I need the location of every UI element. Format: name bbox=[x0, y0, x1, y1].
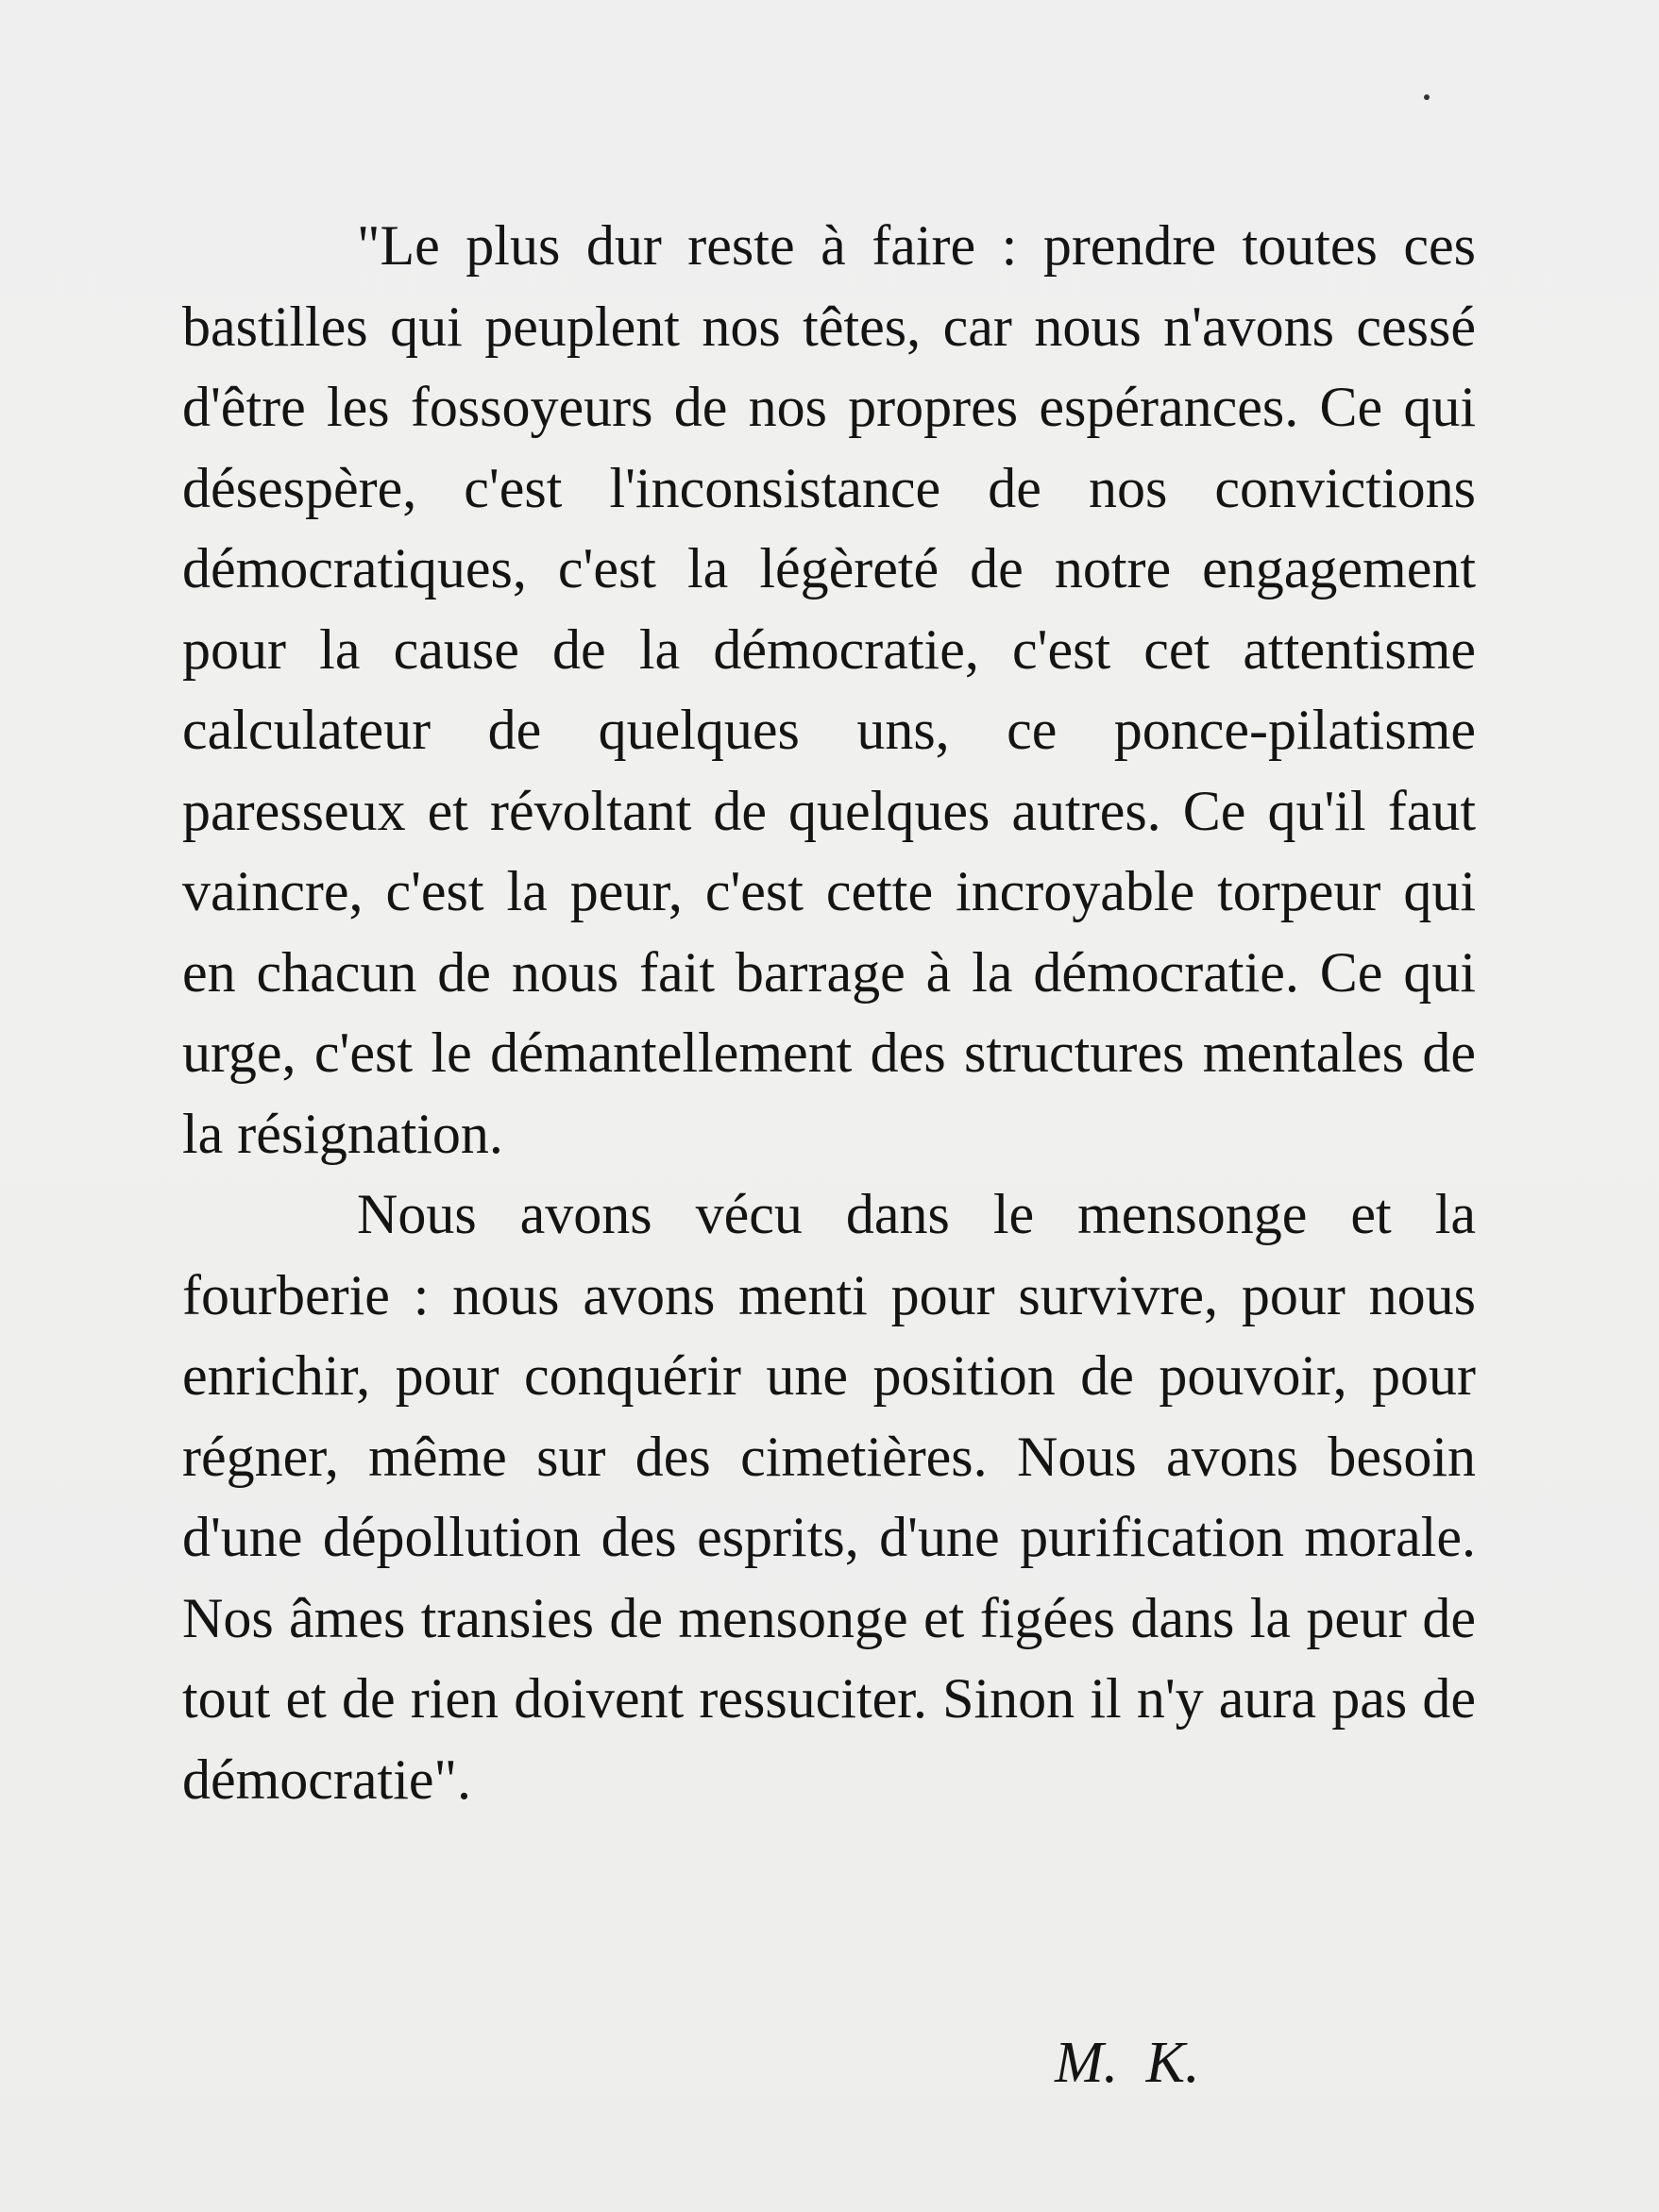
signature: M. K. bbox=[1055, 2031, 1200, 2095]
quote-body bbox=[182, 206, 1476, 1820]
dust-speck bbox=[1424, 94, 1430, 100]
paragraph-1: "Le plus dur reste à faire : prendre toutes ces bastilles qui peuplent nos têtes, car nous n'avons cessé d'être les fossoyeurs de nos propres espérances. Ce qui désespère, c'est l'inconsistance de nos convictions démocratiques, c'est la légèreté de notre engagement pour la cause de la démocratie, c'est cet attentisme calculateur de quelques uns, ce ponce-pilatisme paresseux et révoltant de quelques autres. Ce qu'il faut vaincre, c'est la peur, c'est cette incroyable torpeur qui en chacun de nous fait barrage à la démocratie. Ce qui urge, c'est le démantellement des structures mentales de la résignation. bbox=[182, 214, 1476, 1165]
paragraph-2: Nous avons vécu dans le mensonge et la fourberie : nous avons menti pour survivre, pour nous enrichir, pour conquérir une position de pouvoir, pour régner, même sur des cimetières. Nous avons besoin d'une dépollution des esprits, d'une purification morale. Nos âmes transies de mensonge et figées dans la peur de tout et de rien doivent ressuciter. Sinon il n'y aura pas de démocratie". bbox=[182, 1183, 1476, 1811]
